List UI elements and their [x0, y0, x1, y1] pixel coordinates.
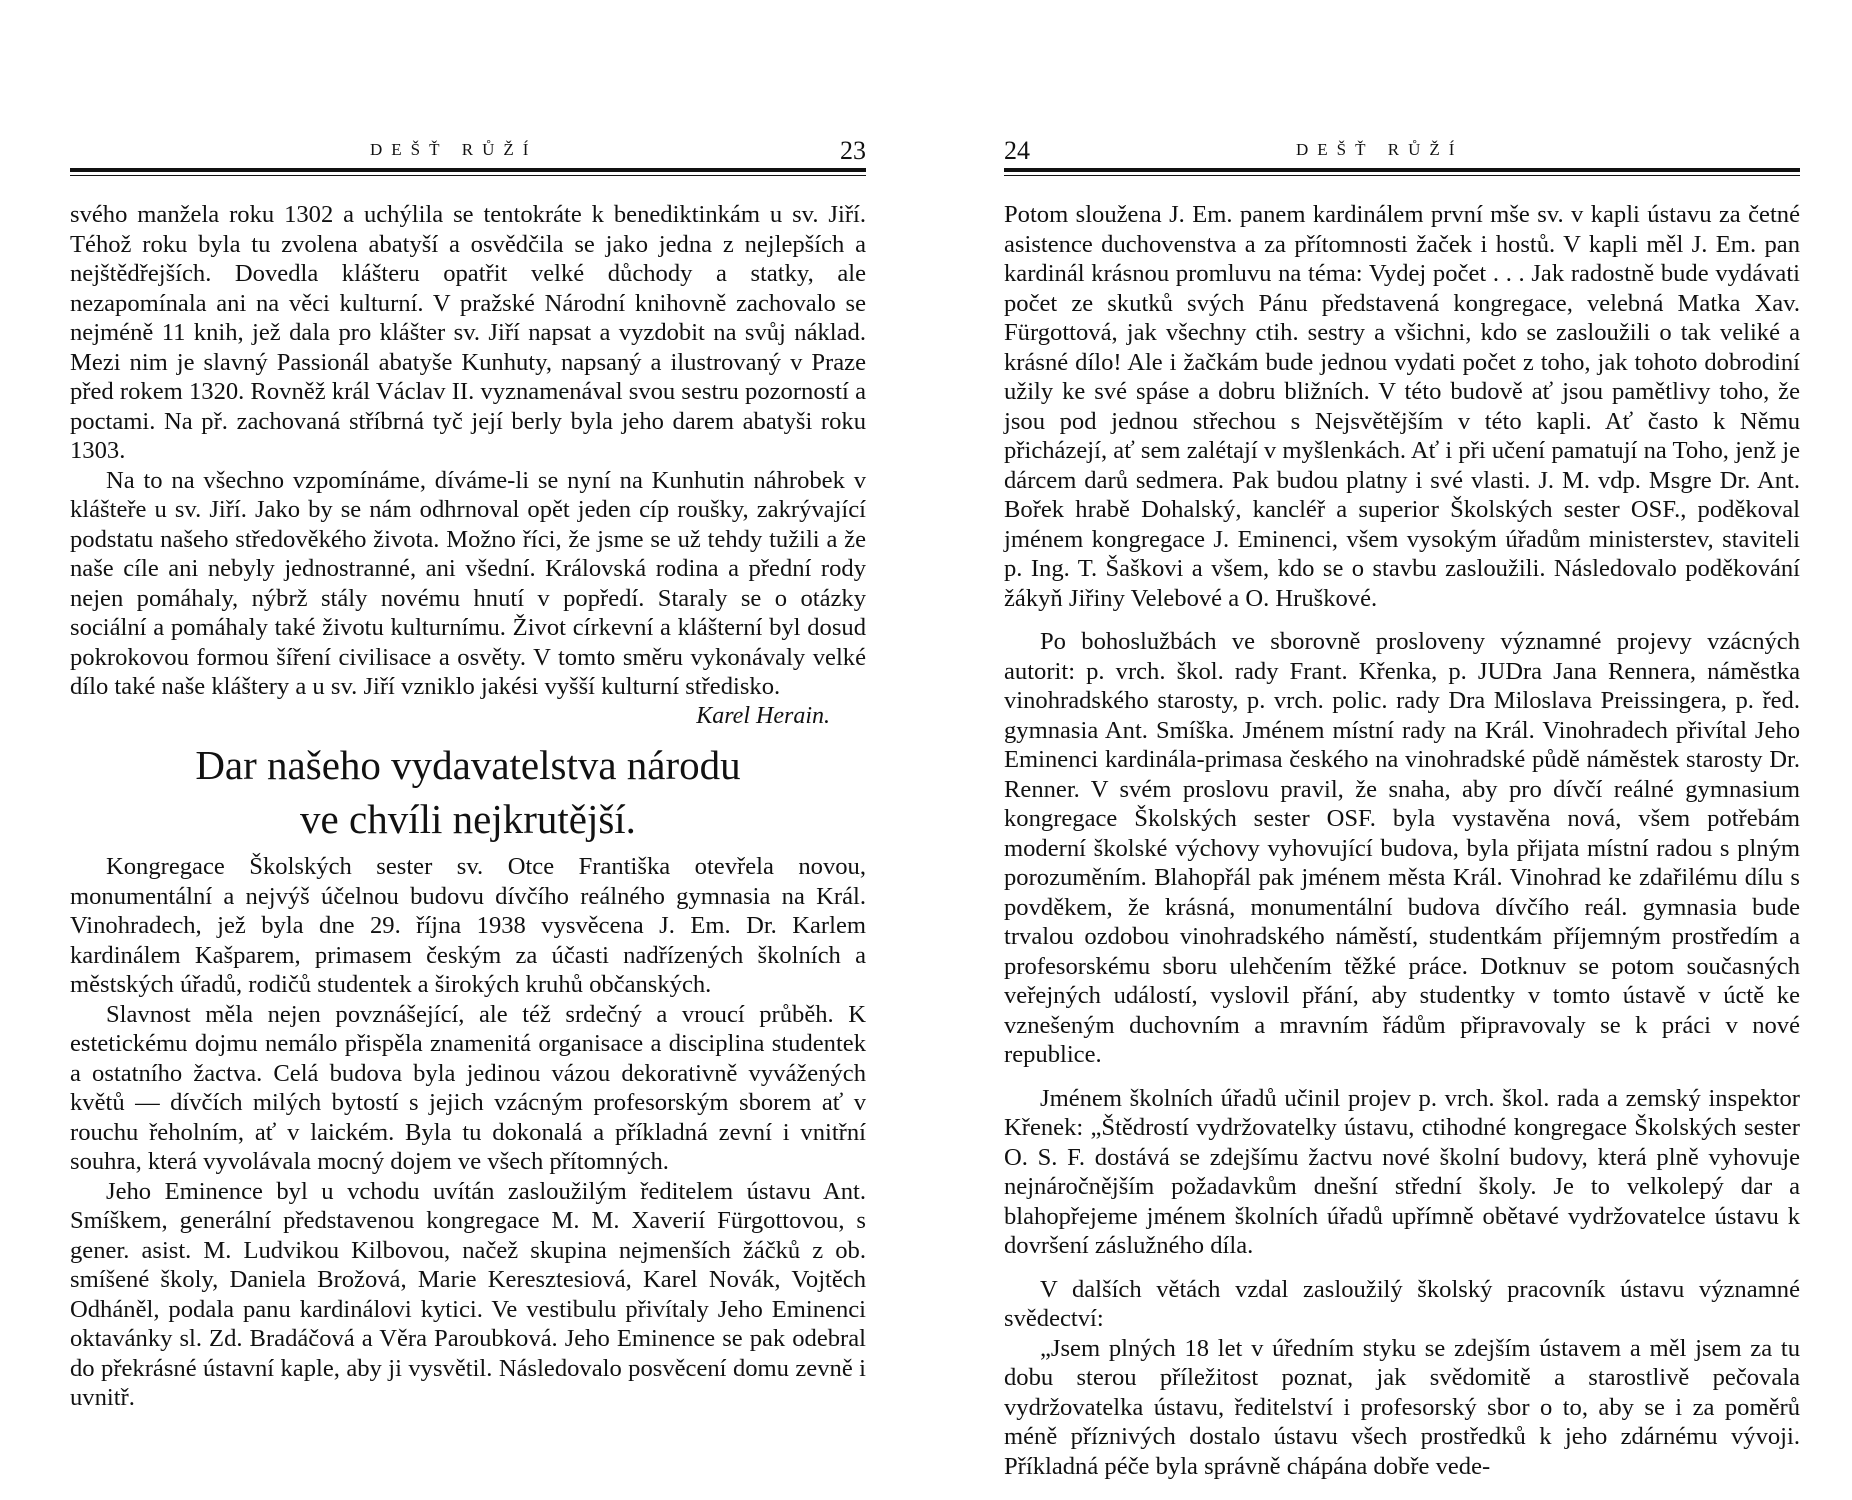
running-head [1004, 136, 1800, 165]
continued-text [70, 200, 866, 731]
header-rule [70, 168, 866, 176]
running-head [70, 136, 866, 165]
running-title: DEŠŤ RŮŽÍ [1296, 140, 1464, 159]
header-rule [1004, 168, 1800, 176]
paragraph: Kongregace Školských sester sv. Otce Františka otevřela novou, monumentální a nejvýš účelnou budovu dívčího reálného gymnasia na Král. Vinohradech, jež byla dne 29. října 1938 vysvěcena J. Em. Dr. Karlem kardinálem Kašparem, primasem českým za účasti nadřízených školních a městských úřadů, rodičů studentek a širokých kruhů občanských. [70, 853, 866, 998]
paragraph: svého manžela roku 1302 a uchýlila se tentokráte k benediktinkám u sv. Jiří. Téhož roku byla tu zvolena abatyší a osvědčila se jako jedna z nejlepších a nejštědřejších. Dovedla klášteru opatřit velké důchody a statky, ale nezapomínala ani na věci kulturní. V pražské Národní knihovně zachovalo se nejméně 11 knih, jež dala pro klášter sv. Jiří napsat a vyzdobit na svůj náklad. Mezi nim je slavný Passionál abatyše Kunhuty, napsaný a ilustrovaný v Praze před rokem 1320. Rovněž král Václav II. vyznamenával svou sestru pozorností a poctami. Na př. zachovaná stříbrná tyč její berly byla jeho darem abatyši roku 1303. [70, 201, 866, 464]
paragraph: Po bohoslužbách ve sborovně prosloveny významné projevy vzácných autorit: p. vrch. škol. rady Frant. Křenka, p. JUDra Jana Rennera, náměstka vinohradského starosty, p. vrch. polic. rady Dra Miloslava Preissingera, p. řed. gymnasia Ant. Smíška. Jménem místní rady na Král. Vinohradech přivítal Jeho Eminenci kardinála-primasa českého na vinohradské půdě náměstek starosty Dr. Renner. V svém proslovu pravil, že snaha, aby pro dívčí reálné gymnasium kongregace Školských sester OSF. byla vystavěna nová, všem potřebám moderní školské výchovy vyhovující budova, byla přijata místní radou s plným porozuměním. Blahopřál pak jménem města Král. Vinohrad ke zdařilému dílu s povděkem, že krásná, monumentální budova dívčího reál. gymnasia bude trvalou ozdobou vinohradského náměstí, studentkám příjemným prostředím a profesorskému sboru ulehčením těžké práce. Dotknuv se potom současných veřejných událostí, vyslovil přání, aby studentky v tomto ústavě v úctě ke vznešeným duchovním a mravním řádům připravovaly se k práci v nové republice. [1004, 628, 1800, 1068]
article-title-line: ve chvíli nejkrutější. [300, 796, 636, 842]
paragraph: Potom sloužena J. Em. panem kardinálem první mše sv. v kapli ústavu za četné asistence duchovenstva a za přítomnosti žaček i hostů. V kapli měl J. Em. pan kardinál krásnou promluvu na téma: Vydej počet . . . Jak radostně bude vydávati počet ze skutků svých Pánu představená kongregace, velebná Matka Xav. Fürgottová, jak všechny ctih. sestry a všichni, kdo se zasloužili o tak veliké a krásné dílo! Ale i žačkám bude jednou vydati počet z toho, jak tohoto dobrodiní užily ke své spáse a dobru bližních. V této budově ať jsou pamětlivy toho, že jsou pod jednou střechou s Nejsvětějším v této kapli. Ať často k Němu přicházejí, ať sem zalétají v myšlenkách. Ať i při učení pamatují na Toho, jenž je dárcem darů sedmera. Pak budou platny i své vlasti. J. M. vdp. Msgre Dr. Ant. Bořek hrabě Dohalský, kancléř a superior Školských sester OSF., poděkoval jménem kongregace J. Eminenci, všem vysokým úřadům ministerstev, staviteli p. Ing. T. Šaškovi a všem, kdo se o stavbu zasloužili. Následovalo poděkování žákyň Jiřiny Velebové a O. Hruškové. [1004, 201, 1800, 612]
page-number: 23 [840, 136, 866, 165]
article-title-line: Dar našeho vydavatelstva národu [195, 742, 741, 788]
author-signature: Karel Herain. [696, 702, 830, 729]
paragraph: Jménem školních úřadů učinil projev p. vrch. škol. rada a zemský inspektor Křenek: „Štědrostí vydržovatelky ústavu, ctihodné kongregace Školských sester O. S. F. dostává se zdejšímu žactvu nové školní budovy, která plně vyhovuje nejnáročnějším požadavkům dnešní střední školy. Je to velkolepý dar a blahopřejeme jménem školních úřadů upřímně obětavé vydržovatelce ústavu k dovršení záslužného díla. [1004, 1084, 1800, 1259]
running-title: DEŠŤ RŮŽÍ [370, 140, 538, 159]
paragraph: V dalších větách vzdal zasloužilý školský pracovník ústavu významné svědectví: [1004, 1275, 1800, 1332]
page-number: 24 [1004, 136, 1030, 165]
article-title [70, 738, 866, 846]
paragraph: „Jsem plných 18 let v úředním styku se zdejším ústavem a měl jsem za tu dobu sterou příležitost poznat, jak svědomitě a starostlivě pečovala vydržovatelka ústavu, ředitelství i profesorský sbor o to, aby se i za poměrů méně příznivých dostalo ústavu všech prostředků k jeho zdárnému vývoji. Příkladná péče byla správně chápána dobře vede- [1004, 1334, 1800, 1480]
paragraph: Jeho Eminence byl u vchodu uvítán zasloužilým ředitelem ústavu Ant. Smíškem, generální představenou kongregace M. M. Xaverií Fürgottovou, s gener. asist. M. Ludvikou Kilbovou, načež skupina nejmenších žáčků z ob. smíšené školy, Daniela Brožová, Marie Keresztesiová, Karel Novák, Vojtěch Odháněl, podala panu kardinálovi kytici. Ve vestibulu přivítaly Jeho Eminenci oktavánky sl. Zd. Bradáčová a Věra Paroubková. Jeho Eminence se pak odebral do překrásné ústavní kaple, aby ji vysvětil. Následovalo posvěcení domu zevně i uvnitř. [70, 1177, 866, 1411]
paragraph: Slavnost měla nejen povznášející, ale též srdečný a vroucí průběh. K estetickému dojmu nemálo přispěla znamenitá organisace a disciplina studentek a ostatního žactva. Celá budova byla jedinou vázou dekorativně vyvážených květů — dívčích milých bytostí s jejich vzácným profesorským sborem ať v rouchu řeholním, ať v laickém. Byla tu dokonalá a příkladná zevní i vnitřní souhra, která vyvolávala mocný dojem ve všech přítomných. [70, 1000, 866, 1175]
right-page [1004, 0, 1800, 1500]
paragraph: Na to na všechno vzpomínáme, díváme-li se nyní na Kunhutin náhrobek v klášteře u sv. Jiří. Jako by se nám odhrnoval opět jeden cíp roušky, zakrývající podstatu našeho středověkého života. Možno říci, že jsme se už tehdy tužili a že naše cíle ani nebyly jednostranné, ani všední. Královská rodina a přední rody nejen pomáhaly, nýbrž stály novému hnutí v popředí. Staraly se o otázky sociální a pomáhaly také životu kulturnímu. Život církevní a klášterní byl dosud pokrokovou formou šíření civilisace a osvěty. V tomto směru vykonávaly velké dílo také naše kláštery a u sv. Jiří vzniklo jakési vyšší kulturní středisko. [70, 466, 866, 700]
left-page [70, 0, 866, 1500]
article-text [70, 852, 866, 1413]
body-text [1004, 200, 1800, 1481]
